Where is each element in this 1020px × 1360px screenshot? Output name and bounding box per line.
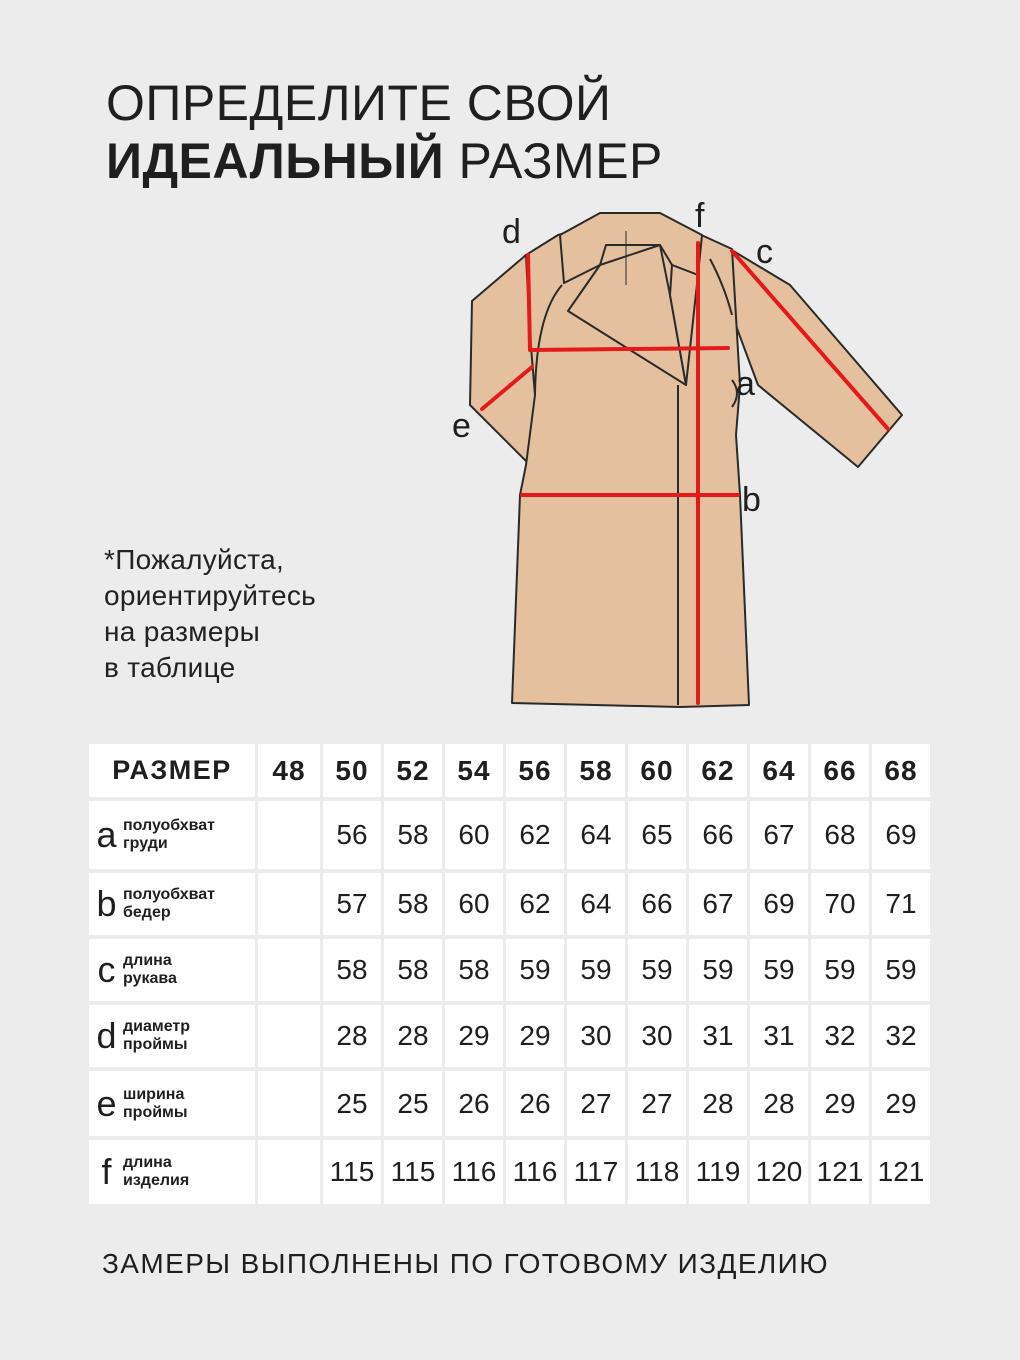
table-cell: 66 <box>628 873 686 935</box>
table-cell: 59 <box>811 939 869 1001</box>
size-header-label: РАЗМЕР <box>89 744 255 797</box>
right-sleeve <box>730 249 902 467</box>
table-cell: 69 <box>750 873 808 935</box>
row-description: полуобхват груди <box>123 817 216 852</box>
row-description: полуобхват бедер <box>123 886 216 921</box>
table-cell: 28 <box>689 1071 747 1136</box>
row-label <box>89 1005 255 1067</box>
table-cell: 62 <box>506 873 564 935</box>
size-header-cell: 62 <box>689 744 747 797</box>
size-header-cell: 52 <box>384 744 442 797</box>
table-cell: 116 <box>445 1140 503 1204</box>
table-cell: 119 <box>689 1140 747 1204</box>
table-cell: 115 <box>323 1140 381 1204</box>
table-cell: 26 <box>445 1071 503 1136</box>
table-row <box>89 1071 930 1136</box>
table-cell: 25 <box>384 1071 442 1136</box>
table-cell: 59 <box>689 939 747 1001</box>
table-cell: 64 <box>567 873 625 935</box>
table-cell: 67 <box>689 873 747 935</box>
row-description: диаметр проймы <box>123 1018 191 1053</box>
row-description: ширина проймы <box>123 1085 188 1121</box>
size-header-cell: 54 <box>445 744 503 797</box>
table-cell: 59 <box>567 939 625 1001</box>
table-cell: 32 <box>872 1005 930 1067</box>
size-header-cell: 50 <box>323 744 381 797</box>
table-cell: 58 <box>384 939 442 1001</box>
diagram-label-b: b <box>742 481 761 519</box>
row-label <box>89 1071 255 1136</box>
table-cell: 29 <box>811 1071 869 1136</box>
table-cell: 30 <box>628 1005 686 1067</box>
table-cell: 27 <box>567 1071 625 1136</box>
table-cell: 60 <box>445 801 503 869</box>
size-header-cell: 48 <box>258 744 320 797</box>
table-cell: 59 <box>628 939 686 1001</box>
table-cell: 26 <box>506 1071 564 1136</box>
title-line-2-rest: РАЗМЕР <box>444 133 663 189</box>
table-cell <box>258 939 320 1001</box>
measure-line-d <box>528 255 530 350</box>
table-cell <box>258 1140 320 1204</box>
table-cell: 32 <box>811 1005 869 1067</box>
table-cell: 28 <box>384 1005 442 1067</box>
title-bold-word: ИДЕАЛЬНЫЙ <box>106 133 445 189</box>
table-cell: 25 <box>323 1071 381 1136</box>
table-cell: 58 <box>384 801 442 869</box>
table-cell: 120 <box>750 1140 808 1204</box>
row-letter: b <box>96 883 117 924</box>
table-cell: 118 <box>628 1140 686 1204</box>
table-cell: 69 <box>872 801 930 869</box>
table-cell: 121 <box>872 1140 930 1204</box>
table-cell: 121 <box>811 1140 869 1204</box>
table-cell: 58 <box>445 939 503 1001</box>
size-note: *Пожалуйста, ориентируйтесь на размеры в таблице <box>104 544 317 683</box>
table-cell: 29 <box>445 1005 503 1067</box>
table-cell: 58 <box>384 873 442 935</box>
table-cell: 71 <box>872 873 930 935</box>
row-letter: d <box>96 1015 117 1056</box>
page-title <box>106 74 663 190</box>
diagram-label-d: d <box>502 213 521 251</box>
table-cell: 64 <box>567 801 625 869</box>
coat-diagram <box>440 195 920 725</box>
table-cell: 66 <box>689 801 747 869</box>
table-cell: 62 <box>506 801 564 869</box>
table-cell: 68 <box>811 801 869 869</box>
row-label <box>89 939 255 1001</box>
table-row <box>89 873 930 935</box>
row-letter: e <box>96 1082 117 1124</box>
table-cell: 27 <box>628 1071 686 1136</box>
row-description: длина рукава <box>123 952 177 987</box>
table-row <box>89 801 930 869</box>
row-letter: c <box>97 949 116 990</box>
table-cell <box>258 1005 320 1067</box>
table-cell: 59 <box>872 939 930 1001</box>
size-table <box>86 740 933 1208</box>
size-header-cell: 66 <box>811 744 869 797</box>
size-header-cell: 60 <box>628 744 686 797</box>
table-cell: 117 <box>567 1140 625 1204</box>
table-row <box>89 1140 930 1204</box>
title-line-1: ОПРЕДЕЛИТЕ СВОЙ <box>106 75 612 131</box>
table-cell: 28 <box>323 1005 381 1067</box>
table-cell: 59 <box>506 939 564 1001</box>
row-label <box>89 873 255 935</box>
table-cell: 29 <box>872 1071 930 1136</box>
table-cell: 67 <box>750 801 808 869</box>
coat-diagram-svg <box>440 195 920 725</box>
table-cell: 116 <box>506 1140 564 1204</box>
row-letter: f <box>101 1151 112 1192</box>
table-cell: 56 <box>323 801 381 869</box>
table-cell: 65 <box>628 801 686 869</box>
table-row <box>89 939 930 1001</box>
table-cell: 60 <box>445 873 503 935</box>
measurement-footnote: ЗАМЕРЫ ВЫПОЛНЕНЫ ПО ГОТОВОМУ ИЗДЕЛИЮ <box>102 1248 829 1279</box>
table-cell: 30 <box>567 1005 625 1067</box>
size-header-cell: 68 <box>872 744 930 797</box>
table-cell: 29 <box>506 1005 564 1067</box>
row-letter: a <box>96 814 117 855</box>
table-cell: 115 <box>384 1140 442 1204</box>
table-cell: 57 <box>323 873 381 935</box>
row-label <box>89 1140 255 1204</box>
size-header-cell: 56 <box>506 744 564 797</box>
size-header-cell: 58 <box>567 744 625 797</box>
table-cell: 70 <box>811 873 869 935</box>
table-row <box>89 1005 930 1067</box>
table-cell <box>258 801 320 869</box>
row-label <box>89 801 255 869</box>
row-description: длина изделия <box>123 1154 190 1189</box>
table-cell: 59 <box>750 939 808 1001</box>
table-cell <box>258 873 320 935</box>
diagram-label-e: e <box>452 407 471 445</box>
diagram-label-c: c <box>756 233 773 271</box>
size-header-cell: 64 <box>750 744 808 797</box>
table-cell: 31 <box>689 1005 747 1067</box>
size-header-row <box>89 744 930 797</box>
diagram-label-a: a <box>736 365 755 403</box>
table-cell: 58 <box>323 939 381 1001</box>
table-cell: 31 <box>750 1005 808 1067</box>
table-cell <box>258 1071 320 1136</box>
table-cell: 28 <box>750 1071 808 1136</box>
diagram-label-f: f <box>695 197 705 235</box>
